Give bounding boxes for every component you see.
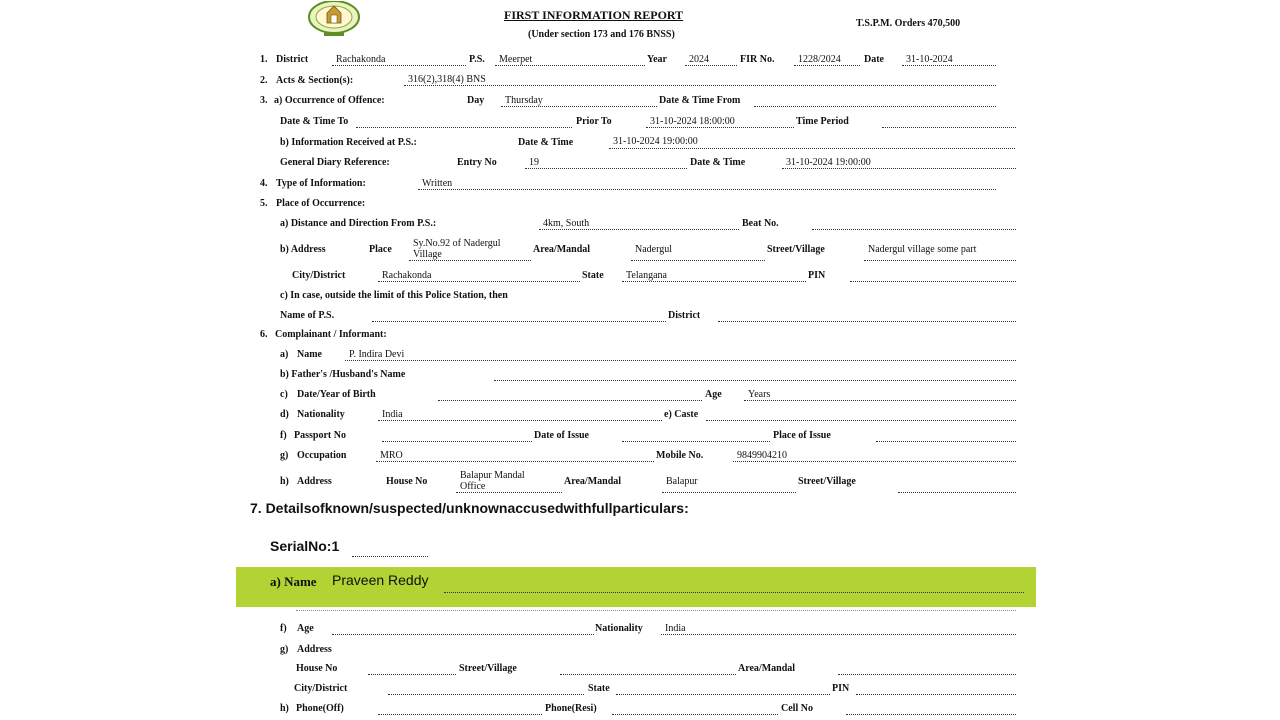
info-type-line [418, 189, 996, 190]
accused-age-line [332, 634, 594, 635]
place-value-line1: Sy.No.92 of Nadergul [413, 238, 501, 249]
entry-no-value: 19 [529, 157, 539, 168]
accused-city-line [388, 694, 584, 695]
row1-number: 1. [260, 54, 268, 65]
accused-section-heading: 7. Detailsofknown/suspected/unknownaccusedwithfullparticulars: [250, 500, 689, 516]
accused-age-index: f) [280, 623, 287, 634]
info-type-label: Type of Information: [276, 178, 366, 189]
complainant-name-value: P. Indira Devi [349, 349, 405, 360]
acts-value: 316(2),318(4) BNS [408, 74, 486, 85]
nationality-index: d) [280, 409, 289, 420]
partially-hidden-row-line [296, 610, 1016, 611]
cell-no-label: Cell No [781, 703, 813, 714]
report-subtitle: (Under section 173 and 176 BNSS) [528, 29, 675, 40]
distance-direction-value: 4km, South [543, 218, 590, 229]
complainant-area-value: Balapur [666, 476, 698, 487]
complainant-street-label: Street/Village [798, 476, 856, 487]
city-district-label: City/District [292, 270, 346, 281]
state-emblem-logo [308, 1, 360, 39]
row2-number: 2. [260, 75, 268, 86]
complainant-age-label: Age [705, 389, 722, 400]
fir-label: FIR No. [740, 54, 775, 65]
complainant-name-label: Name [297, 349, 322, 360]
name-of-ps-label: Name of P.S. [280, 310, 335, 321]
house-no-label: House No [386, 476, 428, 487]
complainant-label: Complainant / Informant: [275, 329, 387, 340]
time-period-line [882, 127, 1016, 128]
row4-number: 4. [260, 178, 268, 189]
accused-city-label: City/District [294, 683, 348, 694]
accused-address-label: Address [297, 644, 332, 655]
date-of-issue-line [622, 441, 770, 442]
ps-district-line [718, 321, 1016, 322]
place-label: Place [369, 244, 392, 255]
info-type-value: Written [422, 178, 453, 189]
year-value: 2024 [689, 54, 709, 65]
beat-no-label: Beat No. [742, 218, 779, 229]
row6-number: 6. [260, 329, 268, 340]
passport-line [382, 441, 532, 442]
place-of-issue-label: Place of Issue [773, 430, 831, 441]
phone-off-label: Phone(Off) [296, 703, 344, 714]
street-village-value: Nadergul village some part [868, 244, 977, 255]
accused-house-label: House No [296, 663, 338, 674]
mobile-value: 9849904210 [737, 450, 787, 461]
received-datetime-line [609, 148, 1015, 149]
city-district-line [378, 281, 580, 282]
accused-name-line [444, 592, 1024, 593]
serial-no-line [270, 538, 339, 554]
accused-pin-line [856, 694, 1016, 695]
address-label: b) Address [280, 244, 326, 255]
day-line [501, 106, 657, 107]
district-label: District [276, 54, 309, 65]
complainant-address-index: h) [280, 476, 289, 487]
ps-line [495, 65, 645, 66]
time-period-label: Time Period [796, 116, 849, 127]
state-label: State [582, 270, 604, 281]
gd-datetime-line [782, 168, 1016, 169]
ps-label: P.S. [469, 54, 485, 65]
accused-house-line [368, 674, 456, 675]
year-line [685, 65, 737, 66]
acts-label: Acts & Section(s): [276, 75, 354, 86]
date-of-issue-label: Date of Issue [534, 430, 589, 441]
complainant-age-value: Years [748, 389, 771, 400]
accused-name-value: Praveen Reddy [332, 572, 429, 588]
accused-nationality-label: Nationality [595, 623, 643, 634]
fir-line [794, 65, 860, 66]
complainant-area-label: Area/Mandal [564, 476, 622, 487]
caste-label: e) Caste [664, 409, 699, 420]
gd-datetime-value: 31-10-2024 19:00:00 [786, 157, 871, 168]
phone-resi-label: Phone(Resi) [545, 703, 597, 714]
place-value-line2: Village [413, 249, 442, 260]
distance-direction-line [539, 229, 739, 230]
father-husband-label: b) Father's /Husband's Name [280, 369, 406, 380]
orders-reference: T.S.P.M. Orders 470,500 [856, 18, 961, 29]
phone-index: h) [280, 703, 289, 714]
district-value: Rachakonda [336, 54, 386, 65]
complainant-age-line [744, 400, 1016, 401]
dob-label: Date/Year of Birth [297, 389, 376, 400]
accused-name-label: a) Name [270, 574, 317, 589]
date-value: 31-10-2024 [906, 54, 953, 65]
received-datetime-label: Date & Time [518, 137, 574, 148]
report-title: FIRST INFORMATION REPORT [504, 8, 684, 22]
serial-no-label: SerialNo: [270, 538, 332, 554]
state-line [622, 281, 806, 282]
row3-number: 3. [260, 95, 268, 106]
general-diary-label: General Diary Reference: [280, 157, 390, 168]
date-label: Date [864, 54, 884, 65]
cell-no-line [846, 714, 1016, 715]
prior-to-label: Prior To [576, 116, 612, 127]
accused-state-label: State [588, 683, 610, 694]
house-no-line [456, 492, 562, 493]
complainant-name-line [345, 360, 1016, 361]
occurrence-label: a) Occurrence of Offence: [274, 95, 385, 106]
mobile-label: Mobile No. [656, 450, 704, 461]
entry-no-label: Entry No [457, 157, 497, 168]
name-of-ps-line [372, 321, 666, 322]
passport-index: f) [280, 430, 287, 441]
date-time-to-label: Date & Time To [280, 116, 349, 127]
state-value: Telangana [626, 270, 667, 281]
distance-direction-label: a) Distance and Direction From P.S.: [280, 218, 437, 229]
phone-resi-line [612, 714, 778, 715]
occupation-label: Occupation [297, 450, 347, 461]
house-no-value-line2: Office [460, 481, 486, 492]
complainant-street-line [898, 492, 1016, 493]
outside-limit-label: c) In case, outside the limit of this Police Station, then [280, 290, 508, 301]
passport-label: Passport No [294, 430, 346, 441]
acts-line [404, 85, 996, 86]
day-label: Day [467, 95, 485, 106]
pin-label: PIN [808, 270, 826, 281]
place-occurrence-label: Place of Occurrence: [276, 198, 366, 209]
street-village-line [864, 260, 1016, 261]
ps-value: Meerpet [499, 54, 533, 65]
place-line [409, 260, 531, 261]
father-husband-line [494, 380, 1016, 381]
phone-off-line [378, 714, 542, 715]
date-time-to-line [356, 127, 572, 128]
accused-age-label: Age [297, 623, 314, 634]
complainant-address-label: Address [297, 476, 332, 487]
mobile-line [733, 461, 1016, 462]
info-received-label: b) Information Received at P.S.: [280, 137, 417, 148]
district-line [332, 65, 466, 66]
date-line [902, 65, 996, 66]
complainant-area-line [662, 492, 796, 493]
entry-no-line [525, 168, 687, 169]
prior-to-value: 31-10-2024 18:00:00 [650, 116, 735, 127]
accused-area-label: Area/Mandal [738, 663, 796, 674]
accused-address-index: g) [280, 644, 289, 655]
day-value: Thursday [505, 95, 543, 106]
serial-no-value: 1 [331, 538, 340, 554]
gd-datetime-label: Date & Time [690, 157, 746, 168]
beat-no-line [812, 229, 1016, 230]
street-village-label: Street/Village [767, 244, 825, 255]
accused-state-line [616, 694, 830, 695]
date-time-from-line [754, 106, 996, 107]
dob-index: c) [280, 389, 288, 400]
area-mandal-line [631, 260, 765, 261]
fir-value: 1228/2024 [798, 54, 841, 65]
date-time-from-label: Date & Time From [659, 95, 741, 106]
complainant-name-index: a) [280, 349, 289, 360]
received-datetime-value: 31-10-2024 19:00:00 [613, 136, 698, 147]
accused-nationality-value: India [665, 623, 686, 634]
accused-pin-label: PIN [832, 683, 850, 694]
place-of-issue-line [876, 441, 1016, 442]
accused-street-line [560, 674, 736, 675]
nationality-line [378, 420, 662, 421]
city-district-value: Rachakonda [382, 270, 432, 281]
area-mandal-label: Area/Mandal [533, 244, 591, 255]
row5-number: 5. [260, 198, 268, 209]
area-mandal-value: Nadergul [635, 244, 673, 255]
dob-line [438, 400, 702, 401]
serial-no-underline [352, 556, 428, 557]
occupation-line [376, 461, 654, 462]
prior-to-line [646, 127, 794, 128]
nationality-label: Nationality [297, 409, 345, 420]
year-label: Year [647, 54, 667, 65]
accused-nationality-line [661, 634, 1016, 635]
house-no-value-line1: Balapur Mandal [460, 470, 525, 481]
accused-area-line [838, 674, 1016, 675]
occupation-index: g) [280, 450, 289, 461]
pin-line [850, 281, 1016, 282]
accused-street-label: Street/Village [459, 663, 517, 674]
ps-district-label: District [668, 310, 701, 321]
caste-line [706, 420, 1016, 421]
nationality-value: India [382, 409, 403, 420]
occupation-value: MRO [380, 450, 403, 461]
